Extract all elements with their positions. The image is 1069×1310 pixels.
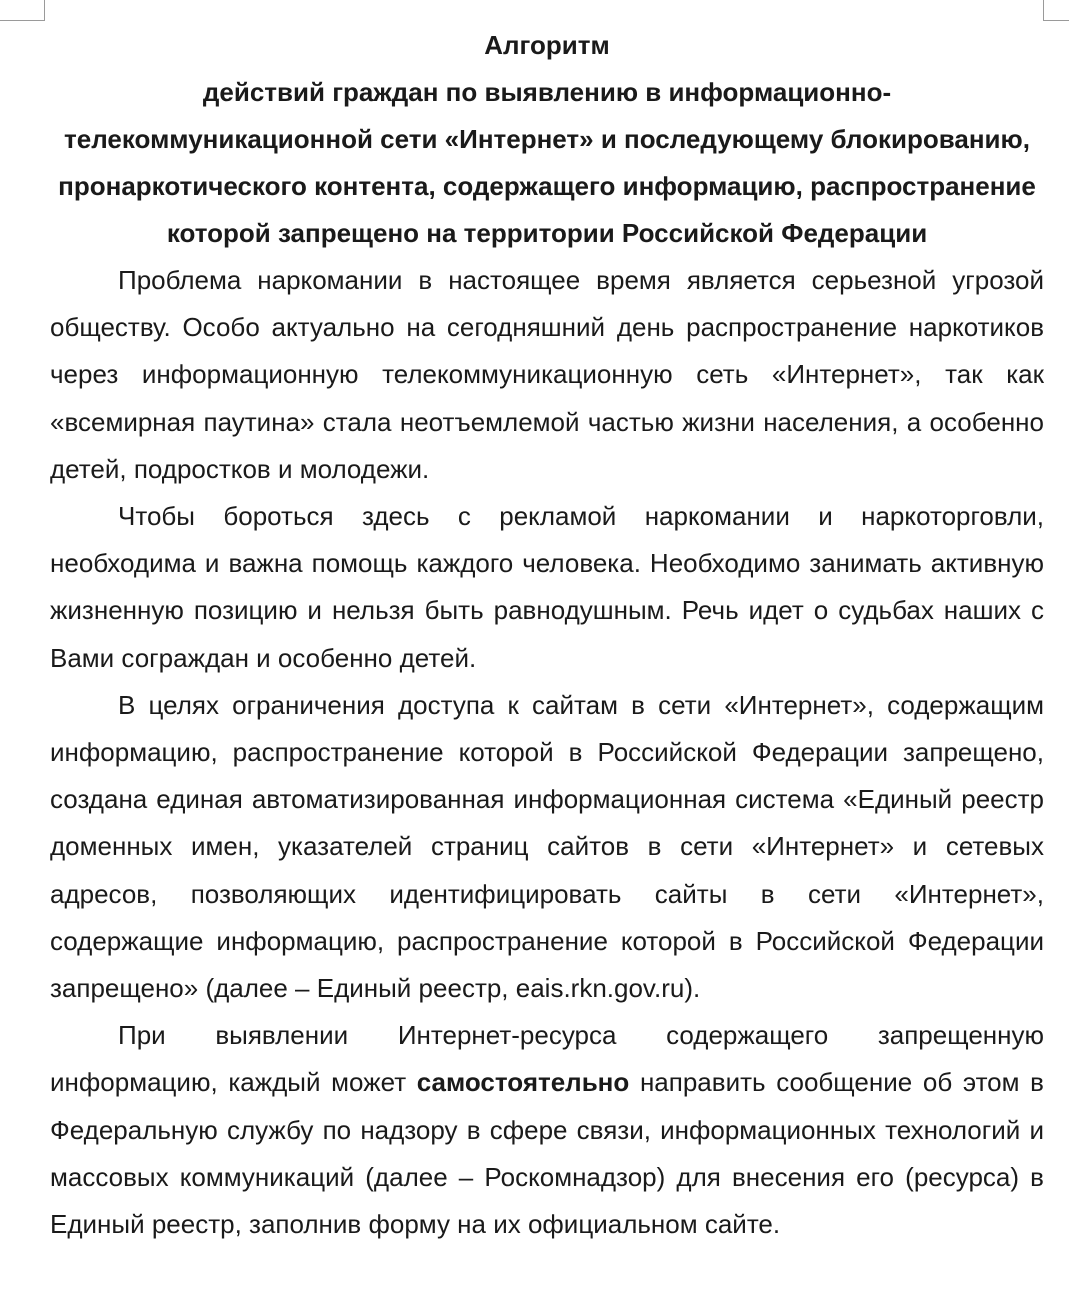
- emphasis-self: самостоятельно: [416, 1067, 630, 1098]
- crop-mark-top-left: [0, 0, 45, 21]
- heading-line: телекоммуникационной сети «Интернет» и последующему блокированию,: [64, 124, 1030, 154]
- paragraph-text: При выявлении Интернет-ресурса содержащего запрещенную информацию, каждый может: [50, 1020, 1044, 1098]
- document-page: [50, 22, 1044, 1248]
- paragraph-fight-advertising: Чтобы бороться здесь с рекламой наркомании и наркоторговли, необходима и важна помощь каждого человека. Необходимо занимать активную жизненную позицию и нельзя быть равнодушным. Речь идет о судьбах наших с Вами сограждан и особенно детей.: [50, 501, 1044, 673]
- paragraph-drug-problem: Проблема наркомании в настоящее время является серьезной угрозой обществу. Особо актуально на сегодняшний день распространение наркотиков через информационную телекоммуникационную сеть «Интернет», так как «всемирная паутина» стала неотъемлемой частью жизни населения, а особенно детей, подростков и молодежи.: [50, 265, 1044, 484]
- heading-line: которой запрещено на территории Российской Федерации: [166, 218, 928, 248]
- heading-line: пронаркотического контента, содержащего информацию, распространение: [58, 171, 1036, 201]
- document-heading: [50, 22, 1044, 257]
- paragraph-unified-registry: В целях ограничения доступа к сайтам в сети «Интернет», содержащим информацию, распространение которой в Российской Федерации запрещено, создана единая автоматизированная информационная система «Единый реестр доменных имен, указателей страниц сайтов в сети «Интернет» и сетевых адресов, позволяющих идентифицировать сайты в сети «Интернет», содержащие информацию, распространение которой в Российской Федерации запрещено» (далее – Единый реестр, eais.rkn.gov.ru).: [50, 689, 1044, 1004]
- heading-title: Алгоритм: [484, 30, 610, 60]
- heading-line: действий граждан по выявлению в информационно-: [202, 77, 892, 107]
- paragraph-text: направить сообщение об этом в Федеральную службу по надзору в сфере связи, информационных технологий и массовых коммуникаций (далее – Роскомнадзор) для внесения его (ресурса) в Единый реестр, заполнив форму на их официальном сайте.: [50, 1067, 1044, 1240]
- crop-mark-top-right: [1043, 0, 1069, 21]
- paragraph-report-procedure: [50, 1012, 1044, 1248]
